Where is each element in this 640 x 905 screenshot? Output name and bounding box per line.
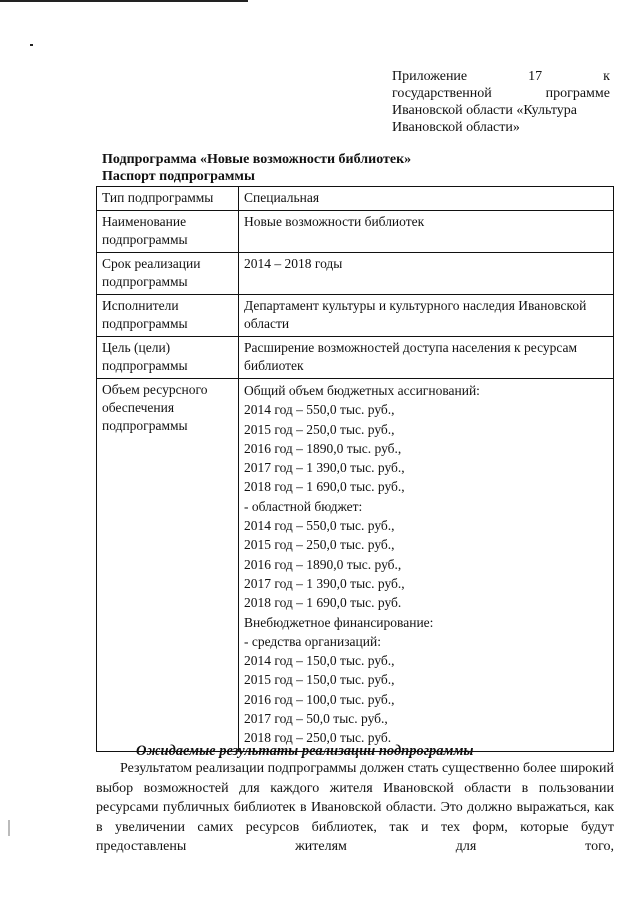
table-row: [97, 295, 614, 337]
table-row-funding: [97, 379, 614, 752]
passport-title: Паспорт подпрограммы: [102, 169, 255, 184]
appendix-line3: Ивановской области «Культура: [392, 103, 578, 118]
appendix-note: [392, 68, 610, 136]
row-value: Специальная: [239, 187, 614, 211]
scan-edge-mark: [8, 820, 10, 836]
funding-value: [239, 379, 614, 752]
appendix-k: к: [603, 69, 610, 84]
appendix-word: Приложение: [392, 69, 468, 84]
funding-line: 2016 год – 1890,0 тыс. руб.,: [244, 440, 402, 456]
funding-line: - областной бюджет:: [244, 498, 363, 514]
funding-line: 2014 год – 150,0 тыс. руб.,: [244, 653, 395, 669]
row-label: Тип подпрограммы: [97, 187, 239, 211]
results-text: Результатом реализации подпрограммы должен стать существенно более широкий выбор возможностей для каждого жителя Ивановской области в пользовании ресурсами публичных библиотек в Ивановской области. Это должно выражаться, как в увеличении самих ресурсов библиотек, так и тех форм, которые будут предоставлены жителям для того,: [96, 761, 614, 854]
funding-line: 2015 год – 150,0 тыс. руб.,: [244, 672, 395, 688]
funding-line: 2018 год – 1 690,0 тыс. руб.: [244, 595, 402, 611]
funding-line: 2017 год – 1 390,0 тыс. руб.,: [244, 460, 405, 476]
funding-line: Внебюджетное финансирование:: [244, 614, 434, 630]
funding-line: 2018 год – 1 690,0 тыс. руб.,: [244, 479, 405, 495]
appendix-number: 17: [528, 69, 543, 84]
row-label: Исполнители подпрограммы: [97, 295, 239, 337]
funding-line: 2014 год – 550,0 тыс. руб.,: [244, 518, 395, 534]
funding-line: 2016 год – 1890,0 тыс. руб.,: [244, 556, 402, 572]
results-paragraph: [96, 759, 614, 857]
row-label: Цель (цели) подпрограммы: [97, 337, 239, 379]
row-value: Департамент культуры и культурного наследия Ивановской области: [239, 295, 614, 337]
passport-table: [96, 186, 614, 752]
results-heading: Ожидаемые результаты реализации подпрограммы: [136, 743, 474, 759]
row-label: Срок реализации подпрограммы: [97, 253, 239, 295]
scan-artifact-line: [0, 0, 248, 2]
row-label: Наименование подпрограммы: [97, 211, 239, 253]
table-row: [97, 187, 614, 211]
row-value: Новые возможности библиотек: [239, 211, 614, 253]
funding-line: 2015 год – 250,0 тыс. руб.,: [244, 537, 395, 553]
appendix-line4: Ивановской области»: [392, 120, 520, 135]
funding-line: Общий объем бюджетных ассигнований:: [244, 383, 480, 398]
funding-line: 2016 год – 100,0 тыс. руб.,: [244, 691, 395, 707]
funding-label: Объем ресурсного обеспечения подпрограммы: [97, 379, 239, 752]
funding-line: - средства организаций:: [244, 633, 381, 649]
funding-line: 2015 год – 250,0 тыс. руб.,: [244, 421, 395, 437]
funding-line: 2017 год – 50,0 тыс. руб.,: [244, 711, 388, 727]
page-title: [102, 151, 411, 185]
table-row: [97, 253, 614, 295]
funding-line: 2018 год – 250,0 тыс. руб.: [244, 730, 392, 746]
scan-speck: [30, 44, 33, 46]
appendix-line2-b: программе: [545, 86, 610, 101]
table-row: [97, 337, 614, 379]
table-row: [97, 211, 614, 253]
subprogram-title: Подпрограмма «Новые возможности библиотек»: [102, 152, 412, 167]
funding-line: 2017 год – 1 390,0 тыс. руб.,: [244, 575, 405, 591]
row-value: Расширение возможностей доступа населения к ресурсам библиотек: [239, 337, 614, 379]
row-value: 2014 – 2018 годы: [239, 253, 614, 295]
appendix-line2-a: государственной: [392, 86, 492, 101]
funding-line: 2014 год – 550,0 тыс. руб.,: [244, 402, 395, 418]
